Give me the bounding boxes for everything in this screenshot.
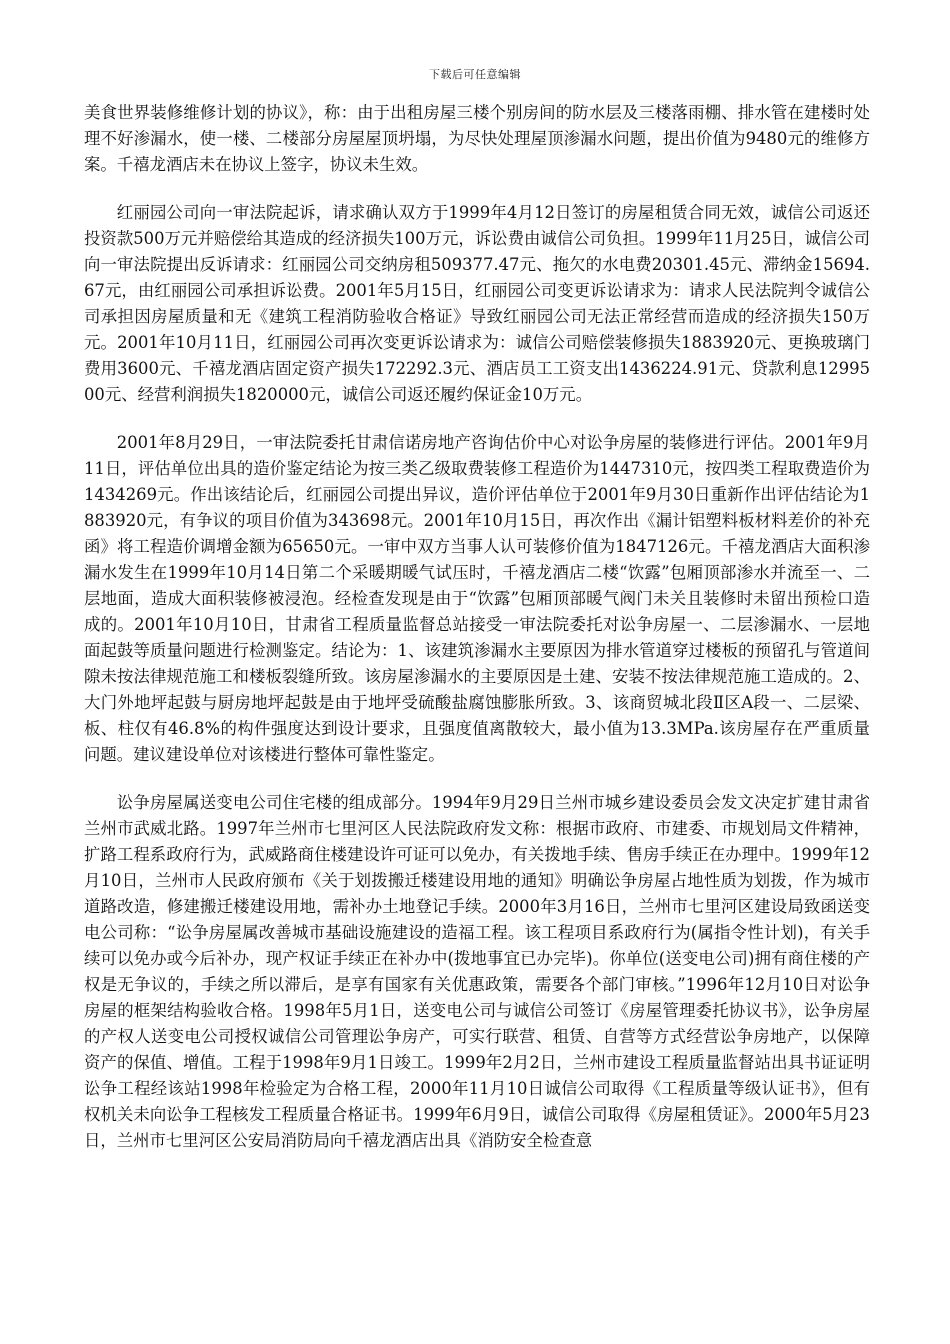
document-body: [84, 100, 870, 1176]
paragraph-3: 2001年8月29日，一审法院委托甘肃信诺房地产咨询估价中心对讼争房屋的装修进行评估。2001年9月11日，评估单位出具的造价鉴定结论为按三类乙级取费装修工程造价为1447310元，按四类工程取费造价为1434269元。作出该结论后，红丽园公司提出异议，造价评估单位于2001年9月30日重新作出评估结论为1883920元，有争议的项目价值为343698元。2001年10月15日，再次作出《漏计铝塑料板材料差价的补充函》将工程造价调增金额为65650元。一审中双方当事人认可装修价值为1847126元。千禧龙酒店大面积渗漏水发生在1999年10月14日第二个采暖期暖气试压时，千禧龙酒店二楼“饮露”包厢顶部渗水并流至一、二层地面，造成大面积装修被浸泡。经检查发现是由于“饮露”包厢顶部暖气阀门未关且装修时未留出预检口造成的。2001年10月10日，甘肃省工程质量监督总站接受一审法院委托对讼争房屋一、二层渗漏水、一层地面起鼓等质量问题进行检测鉴定。结论为：1、该建筑渗漏水主要原因为排水管道穿过楼板的预留孔与管道间隙未按法律规范施工和楼板裂缝所致。该房屋渗漏水的主要原因是土建、安装不按法律规范施工造成的。2、大门外地坪起鼓与厨房地坪起鼓是由于地坪受硫酸盐腐蚀膨胀所致。3、该商贸城北段Ⅱ区A段一、二层梁、板、柱仅有46.8%的构件强度达到设计要求，且强度值离散较大，最小值为13.3MPa.该房屋存在严重质量问题。建议建设单位对该楼进行整体可靠性鉴定。: [84, 433, 870, 764]
paragraph-2: 红丽园公司向一审法院起诉，请求确认双方于1999年4月12日签订的房屋租赁合同无效，诚信公司返还投资款500万元并赔偿给其造成的经济损失100万元，诉讼费由诚信公司负担。1999年11月25日，诚信公司向一审法院提出反诉请求：红丽园公司交纳房租509377.47元、拖欠的水电费20301.45元、滞纳金15694.67元，由红丽园公司承担诉讼费。2001年5月15日，红丽园公司变更诉讼请求为：请求人民法院判令诚信公司承担因房屋质量和无《建筑工程消防验收合格证》导致红丽园公司无法正常经营而造成的经济损失150万元。2001年10月11日，红丽园公司再次变更诉讼请求为：诚信公司赔偿装修损失1883920元、更换玻璃门费用3600元、千禧龙酒店固定资产损失172292.3元、酒店员工工资支出1436224.91元、贷款利息1299500元、经营利润损失1820000元，诚信公司返还履约保证金10万元。: [84, 203, 870, 404]
paragraph-4: 讼争房屋属送变电公司住宅楼的组成部分。1994年9月29日兰州市城乡建设委员会发文决定扩建甘肃省兰州市武威北路。1997年兰州市七里河区人民法院政府发文称：根据市政府、市建委、市规划局文件精神，扩路工程系政府行为，武威路商住楼建设许可证可以免办，有关拨地手续、售房手续正在办理中。1999年12月10日，兰州市人民政府颁布《关于划拨搬迁楼建设用地的通知》明确讼争房屋占地性质为划拨，作为城市道路改造，修建搬迁楼建设用地，需补办土地登记手续。2000年3月16日，兰州市七里河区建设局致函送变电公司称：“讼争房屋属改善城市基础设施建设的造福工程。该工程项目系政府行为(属指令性计划)，有关手续可以免办或今后补办，现产权证手续正在补办中(拨地事宜已办完毕)。你单位(送变电公司)拥有商住楼的产权是无争议的，手续之所以滞后，是享有国家有关优惠政策，需要各个部门审核。”1996年12月10日对讼争房屋的框架结构验收合格。1998年5月1日，送变电公司与诚信公司签订《房屋管理委托协议书》，讼争房屋的产权人送变电公司授权诚信公司管理讼争房产，可实行联营、租赁、自营等方式经营讼争房地产，以保障资产的保值、增值。工程于1998年9月1日竣工。1999年2月2日，兰州市建设工程质量监督站出具书证证明讼争工程经该站1998年检验定为合格工程，2000年11月10日诚信公司取得《工程质量等级认证书》，但有权机关未向讼争工程核发工程质量合格证书。1999年6月9日，诚信公司取得《房屋租赁证》。2000年5月23日，兰州市七里河区公安局消防局向千禧龙酒店出具《消防安全检查意: [84, 793, 870, 1150]
paragraph-1: 美食世界装修维修计划的协议》，称：由于出租房屋三楼个别房间的防水层及三楼落雨棚、排水管在建楼时处理不好渗漏水，使一楼、二楼部分房屋屋顶坍塌，为尽快处理屋顶渗漏水问题，提出价值为9480元的维修方案。千禧龙酒店未在协议上签字，协议未生效。: [84, 103, 870, 174]
page-header-note: 下载后可任意编辑: [429, 68, 521, 81]
